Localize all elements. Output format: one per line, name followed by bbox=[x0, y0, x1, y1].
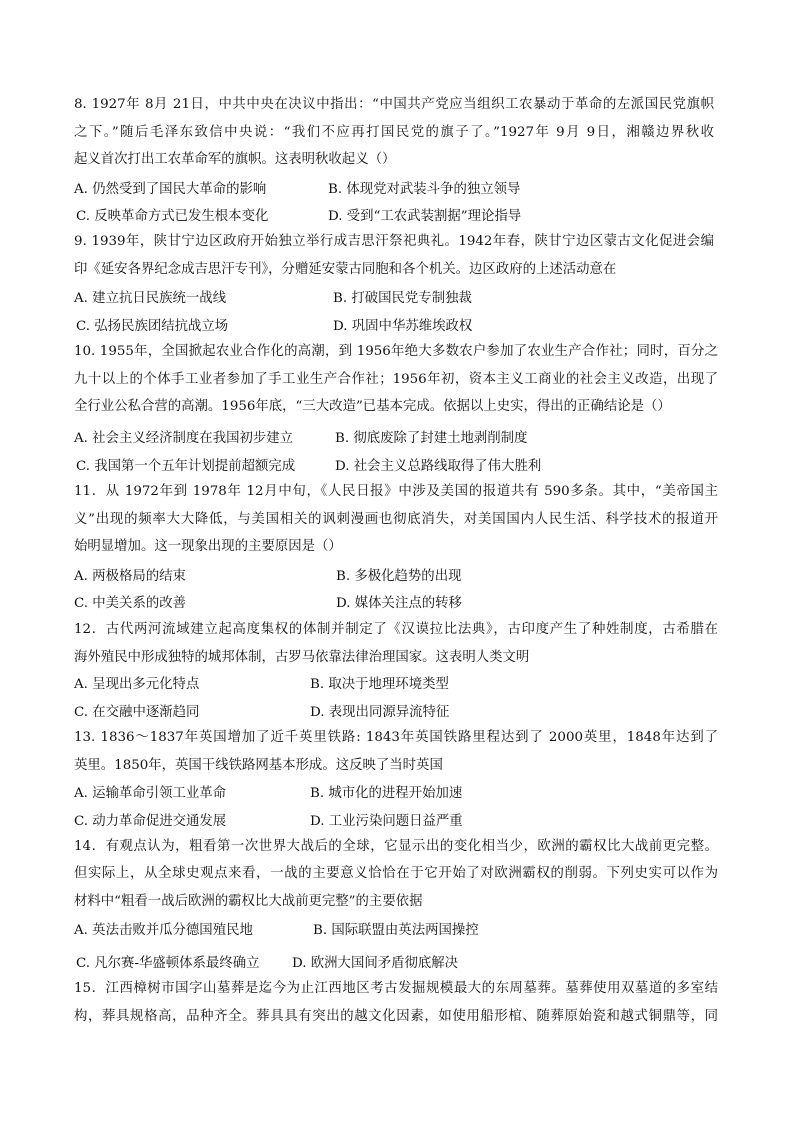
question-8-stem-line-3: 起义首次打出工农革命军的旗帜。这表明秋收起义（） bbox=[74, 152, 396, 167]
question-11-option-D: D. 媒体关注点的转移 bbox=[336, 596, 462, 611]
question-13-stem-line-2: 英里。1850年，英国干线铁路网基本形成。这反映了当时英国 bbox=[74, 758, 443, 773]
question-8-option-C: C. 反映革命方式已发生根本变化 bbox=[76, 209, 269, 224]
question-12-option-A: A. 呈现出多元化特点 bbox=[74, 677, 200, 692]
question-12-option-B: B. 取决于地理环境类型 bbox=[310, 677, 449, 692]
question-14-option-A: A. 英法击败并瓜分德国殖民地 bbox=[74, 923, 253, 938]
question-9-option-D: D. 巩固中华苏维埃政权 bbox=[333, 319, 473, 334]
question-9-stem-line-1: 9. 1939年，陕甘宁边区政府开始独立举行成吉思汗祭祀典礼。1942年春，陕甘宁边区蒙古文化促进会编 bbox=[74, 234, 714, 249]
question-8-option-B: B. 体现党对武装斗争的独立领导 bbox=[328, 182, 521, 197]
question-9-option-B: B. 打破国民党专制独裁 bbox=[333, 291, 472, 306]
question-11-option-B: B. 多极化趋势的出现 bbox=[336, 569, 462, 584]
question-8-option-A: A. 仍然受到了国民大革命的影响 bbox=[74, 182, 267, 197]
question-10-stem-line-2: 九十以上的个体手工业者参加了手工业生产合作社；1956年初，资本主义工商业的社会主义改造，出现了 bbox=[74, 372, 718, 387]
question-11-option-C: C. 中美关系的改善 bbox=[74, 596, 187, 611]
question-14-option-C: C. 凡尔赛-华盛顿体系最终确立 bbox=[76, 956, 260, 971]
question-14-stem-line-1: 14．有观点认为，粗看第一次世界大战后的全球，它显示出的变化相当少，欧洲的霸权比大战前更完整。 bbox=[74, 839, 718, 854]
question-14-stem-line-3: 材料中“粗看一战后欧洲的霸权比大战前更完整”的主要依据 bbox=[74, 894, 423, 909]
question-10-option-A: A. 社会主义经济制度在我国初步建立 bbox=[74, 431, 294, 446]
question-13-option-D: D. 工业污染问题日益严重 bbox=[310, 814, 463, 829]
question-9-option-C: C. 弘扬民族团结抗战立场 bbox=[76, 319, 229, 334]
question-8-stem-line-2: 之下。”随后毛泽东致信中央说：“我们不应再打国民党的旗子了。”1927年 9月 9日，湘赣边界秋收 bbox=[74, 125, 714, 140]
question-11-stem-line-2: 义”出现的频率大大降低，与美国相关的讽刺漫画也彻底消失，对美国国内人民生活、科学技术的报道开 bbox=[74, 512, 718, 527]
question-10-stem-line-1: 10. 1955年，全国掀起农业合作化的高潮，到 1956年绝大多数农户参加了农业生产合作社；同时，百分之 bbox=[74, 344, 718, 359]
question-9-option-A: A. 建立抗日民族统一战线 bbox=[74, 291, 227, 306]
question-14-stem-line-2: 但实际上，从全球史观点来看，一战的主要意义恰恰在于它开始了对欧洲霸权的削弱。下列史实可以作为 bbox=[74, 866, 718, 881]
question-14-option-B: B. 国际联盟由英法两国操控 bbox=[313, 923, 479, 938]
question-15-stem-line-2: 构，葬具规格高，品种齐全。葬具具有突出的越文化因素，如使用船形棺、随葬原始瓷和越式铜鼎等，同 bbox=[74, 1009, 718, 1024]
question-11-stem-line-3: 始明显增加。这一现象出现的主要原因是（） bbox=[74, 539, 342, 554]
question-15-stem-line-1: 15．江西樟树市国字山墓葬是迄今为止江西地区考古发掘规模最大的东周墓葬。墓葬使用双墓道的多室结 bbox=[74, 981, 718, 996]
question-10-option-B: B. 彻底废除了封建土地剥削制度 bbox=[335, 431, 528, 446]
question-8-stem-line-1: 8. 1927年 8月 21日，中共中央在决议中指出：“中国共产党应当组织工农暴动于革命的左派国民党旗帜 bbox=[74, 97, 714, 112]
question-12-option-D: D. 表现出同源异流特征 bbox=[310, 705, 450, 720]
question-12-stem-line-1: 12．古代两河流域建立起高度集权的体制并制定了《汉谟拉比法典》，古印度产生了种姓制度，古希腊在 bbox=[74, 622, 718, 637]
question-12-stem-line-2: 海外殖民中形成独特的城邦体制，古罗马依靠法律治理国家。这表明人类文明 bbox=[74, 650, 530, 665]
question-8-option-D: D. 受到“工农武装割据”理论指导 bbox=[328, 209, 522, 224]
question-12-option-C: C. 在交融中逐渐趋同 bbox=[74, 705, 200, 720]
question-13-option-A: A. 运输革命引领工业革命 bbox=[74, 786, 227, 801]
question-14-option-D: D. 欧洲大国间矛盾彻底解决 bbox=[292, 956, 459, 971]
question-13-stem-line-1: 13. 1836～1837年英国增加了近千英里铁路: 1843年英国铁路里程达到了 2000英里，1848年达到了 bbox=[74, 730, 718, 745]
question-10-stem-line-3: 全行业公私合营的高潮。1956年底，“三大改造”已基本完成。依据以上史实，得出的正确结论是（） bbox=[74, 399, 671, 414]
question-10-option-C: C. 我国第一个五年计划提前超额完成 bbox=[76, 459, 296, 474]
question-11-option-A: A. 两极格局的结束 bbox=[74, 569, 186, 584]
question-11-stem-line-1: 11．从 1972年到 1978年 12月中旬，《人民日报》中涉及美国的报道共有 590多条。其中，“美帝国主 bbox=[74, 484, 718, 499]
question-13-option-B: B. 城市化的进程开始加速 bbox=[310, 786, 463, 801]
question-13-option-C: C. 动力革命促进交通发展 bbox=[74, 814, 227, 829]
question-10-option-D: D. 社会主义总路线取得了伟大胜利 bbox=[335, 459, 542, 474]
question-9-stem-line-2: 印《延安各界纪念成吉思汗专刊》，分赠延安蒙古同胞和各个机关。边区政府的上述活动意在 bbox=[74, 262, 617, 277]
